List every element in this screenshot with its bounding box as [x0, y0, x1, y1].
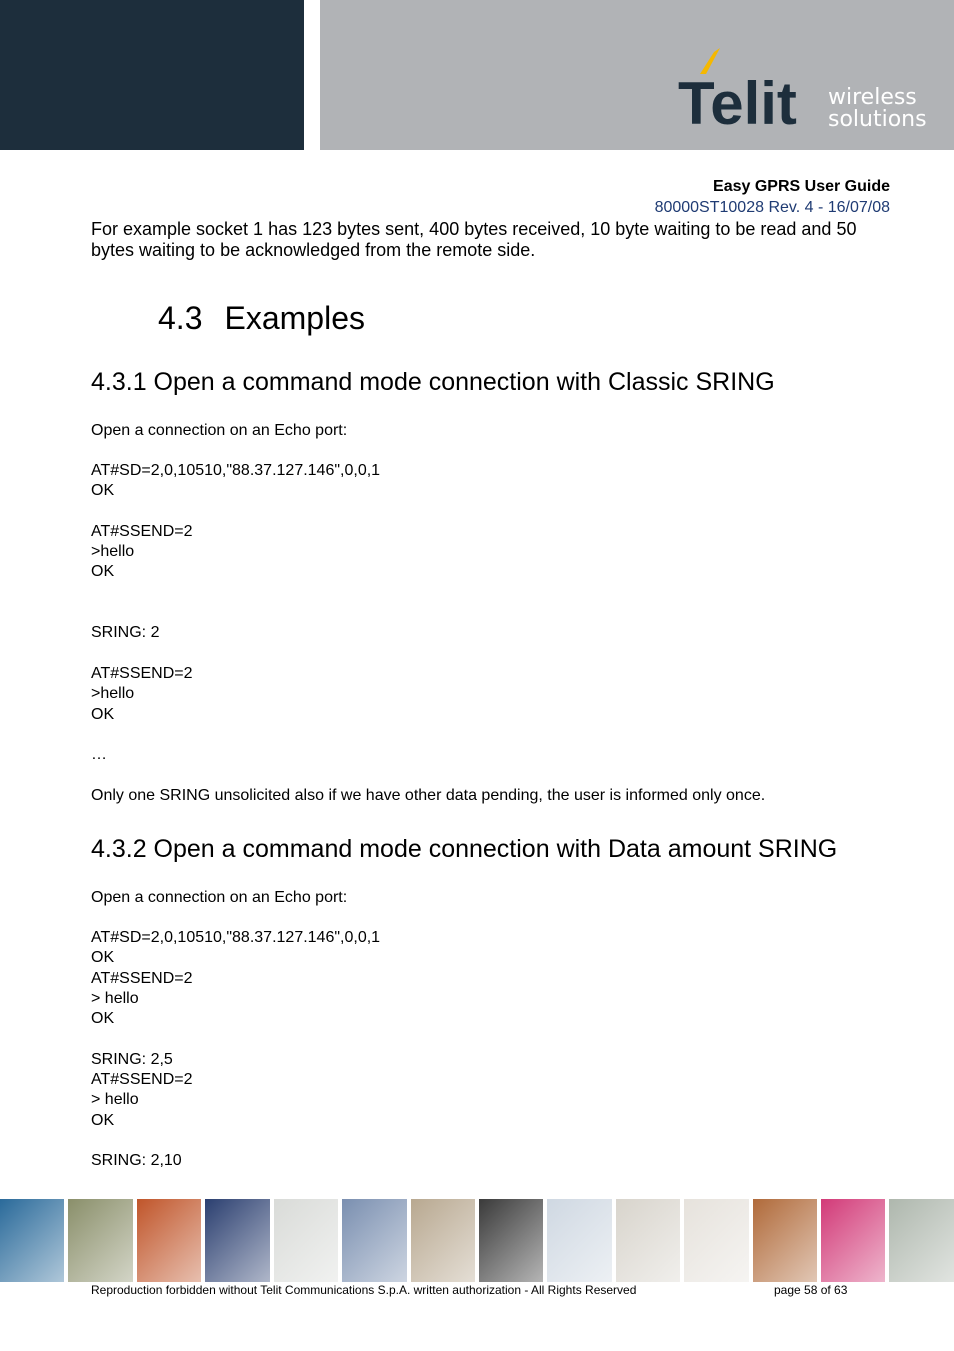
- photo-tile: [547, 1199, 611, 1282]
- header-dark-panel: [0, 0, 304, 150]
- photo-tile: [479, 1199, 543, 1282]
- document-title: Easy GPRS User Guide: [713, 178, 890, 195]
- photo-strip: [0, 1199, 954, 1282]
- intro-paragraph-wrap: [91, 219, 891, 261]
- photo-tile: [274, 1199, 338, 1282]
- document-revision: 80000ST10028 Rev. 4 - 16/07/08: [654, 199, 890, 216]
- svg-text:wireless: wireless: [828, 85, 917, 110]
- section-heading: [158, 300, 365, 337]
- intro-paragraph: For example socket 1 has 123 bytes sent, 400 bytes received, 10 byte waiting to be read and 50 bytes waiting to be acknowledged from the remote side.: [91, 219, 857, 260]
- subsection-2-lead: Open a connection on an Echo port:: [91, 889, 348, 906]
- footer-page-number: page 58 of 63: [774, 1283, 848, 1297]
- footer-copyright: Reproduction forbidden without Telit Communications S.p.A. written authorization - All Rights Reserved: [91, 1283, 637, 1297]
- subsection-1-heading: 4.3.1 Open a command mode connection with Classic SRING: [91, 368, 775, 396]
- photo-tile: [0, 1199, 64, 1282]
- svg-text:Telit: Telit: [678, 70, 797, 130]
- photo-tile: [684, 1199, 748, 1282]
- svg-text:solutions: solutions: [828, 107, 927, 130]
- photo-tile: [616, 1199, 680, 1282]
- telit-logo: [676, 48, 936, 130]
- photo-tile: [137, 1199, 201, 1282]
- photo-tile: [889, 1199, 953, 1282]
- subsection-1-lead: Open a connection on an Echo port:: [91, 422, 348, 439]
- subsection-2-code: AT#SD=2,0,10510,"88.37.127.146",0,0,1 OK AT#SSEND=2 > hello OK SRING: 2,5 AT#SSEND=2 > hello OK SRING: 2,10: [91, 929, 381, 1170]
- photo-tile: [821, 1199, 885, 1282]
- photo-tile: [411, 1199, 475, 1282]
- section-number: 4.3: [158, 300, 203, 336]
- photo-tile: [68, 1199, 132, 1282]
- subsection-1-note: Only one SRING unsolicited also if we have other data pending, the user is informed only once.: [91, 787, 766, 804]
- photo-tile: [753, 1199, 817, 1282]
- subsection-1-code: AT#SD=2,0,10510,"88.37.127.146",0,0,1 OK AT#SSEND=2 >hello OK SRING: 2 AT#SSEND=2 >hello OK …: [91, 462, 381, 764]
- section-title: Examples: [224, 300, 365, 336]
- subsection-2-heading: 4.3.2 Open a command mode connection with Data amount SRING: [91, 835, 838, 863]
- photo-tile: [342, 1199, 406, 1282]
- photo-tile: [205, 1199, 269, 1282]
